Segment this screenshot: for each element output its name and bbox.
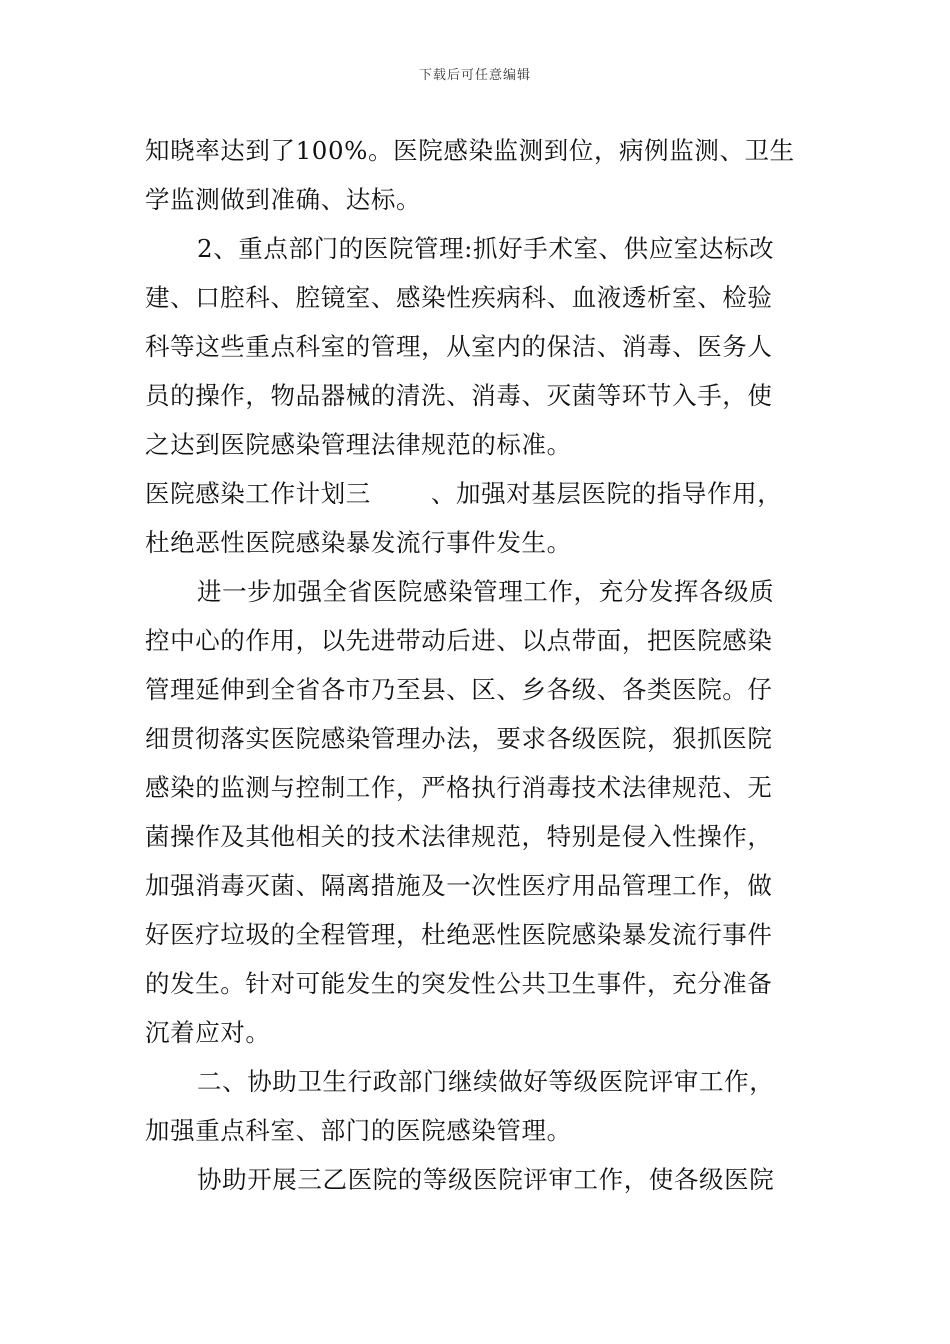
text-line: 感染的监测与控制工作，严格执行消毒技术法律规范、无 [145, 773, 773, 802]
text-line: 沉着应对。 [145, 1018, 271, 1047]
section-title: 医院感染工作计划三 [145, 479, 371, 508]
text-line: 学监测做到准确、达标。 [145, 185, 422, 214]
text-line: 的发生。针对可能发生的突发性公共卫生事件，充分准备 [145, 969, 773, 998]
page-header: 下载后可任意编辑 [418, 68, 531, 83]
text-line: 员的操作，物品器械的清洗、消毒、灭菌等环节入手，使 [145, 381, 773, 410]
text-line: 管理延伸到全省各市乃至县、区、乡各级、各类医院。仔 [145, 675, 773, 704]
text-line: 建、口腔科、腔镜室、感染性疾病科、血液透析室、检验 [145, 283, 773, 312]
text-line: 2、重点部门的医院管理:抓好手术室、供应室达标改 [197, 234, 775, 263]
text-line: 杜绝恶性医院感染暴发流行事件发生。 [145, 528, 572, 557]
text-line: 菌操作及其他相关的技术法律规范，特别是侵入性操作， [145, 822, 773, 851]
text-line: 细贯彻落实医院感染管理办法，要求各级医院，狠抓医院 [145, 724, 773, 753]
section-subtitle: 、加强对基层医院的指导作用， [430, 479, 783, 508]
text-line: 控中心的作用，以先进带动后进、以点带面，把医院感染 [145, 626, 773, 655]
text-line: 加强消毒灭菌、隔离措施及一次性医疗用品管理工作，做 [145, 871, 773, 900]
text-line: 科等这些重点科室的管理，从室内的保洁、消毒、医务人 [145, 332, 773, 361]
text-line: 协助开展三乙医院的等级医院评审工作，使各级医院 [197, 1165, 775, 1194]
text-line: 进一步加强全省医院感染管理工作，充分发挥各级质 [197, 577, 775, 606]
text-line: 知晓率达到了100%。医院感染监测到位，病例监测、卫生 [145, 136, 795, 165]
text-line: 之达到医院感染管理法律规范的标准。 [145, 430, 572, 459]
document-body [145, 126, 810, 1204]
text-line: 好医疗垃圾的全程管理，杜绝恶性医院感染暴发流行事件 [145, 920, 773, 949]
text-line: 加强重点科室、部门的医院感染管理。 [145, 1116, 572, 1145]
section-heading-line [145, 469, 810, 518]
text-line: 二、协助卫生行政部门继续做好等级医院评审工作， [197, 1067, 775, 1096]
